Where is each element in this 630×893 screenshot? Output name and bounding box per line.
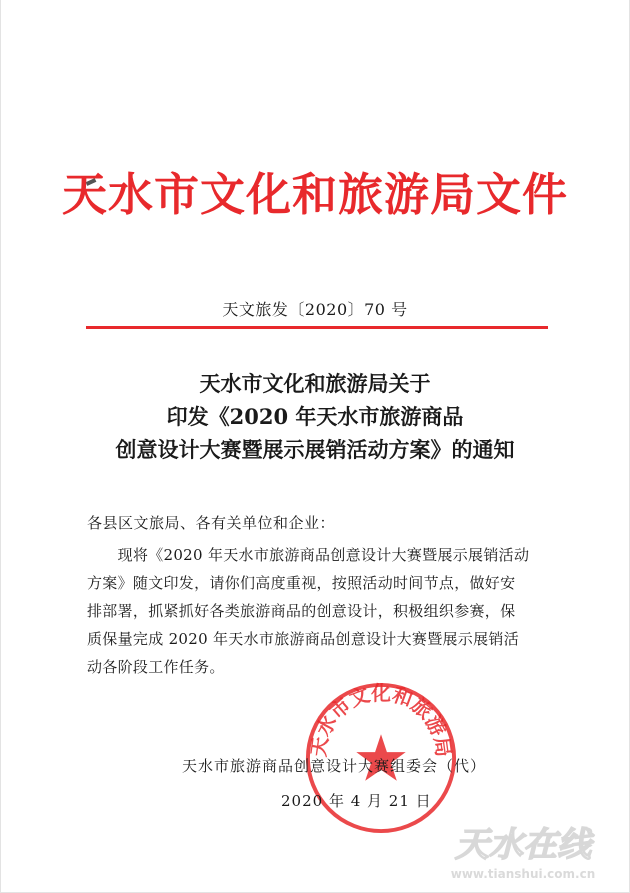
body-line: 质保量完成 2020 年天水市旅游商品创意设计大赛暨展示展销活 [87,630,520,648]
body-line: 现将《2020 年天水市旅游商品创意设计大赛暨展示展销活动 [87,546,530,564]
org-heading: 天水市文化和旅游局文件 [61,168,568,221]
document-title [0,367,630,466]
document-number: 天文旅发〔2020〕70 号 [222,300,408,319]
body-paragraph [87,541,557,681]
title-line-2: 印发《2020 年天水市旅游商品 [166,404,464,429]
signature-org: 天水市旅游商品创意设计大赛组委会（代） [182,757,487,775]
title-line-3: 创意设计大赛暨展示展销活动方案》的通知 [115,437,515,462]
body-line: 排部署，抓紧抓好各类旅游商品的创意设计，积极组织参赛，保 [87,602,516,620]
svg-text:天水市文化和旅游局: 天水市文化和旅游局 [306,680,456,759]
body-line: 动各阶段工作任务。 [87,658,225,676]
svg-text:www.tianshui.com.cn: www.tianshui.com.cn [450,867,596,881]
title-line-1: 天水市文化和旅游局关于 [199,371,431,396]
svg-text:天水在线: 天水在线 [455,825,591,865]
body-line: 方案》随文印发，请你们高度重视，按照活动时间节点，做好安 [87,574,516,592]
salutation: 各县区文旅局、各有关单位和企业： [87,514,336,532]
issue-date: 2020 年 4 月 21 日 [281,792,432,810]
site-watermark-logo [428,820,618,885]
red-divider [86,326,548,329]
